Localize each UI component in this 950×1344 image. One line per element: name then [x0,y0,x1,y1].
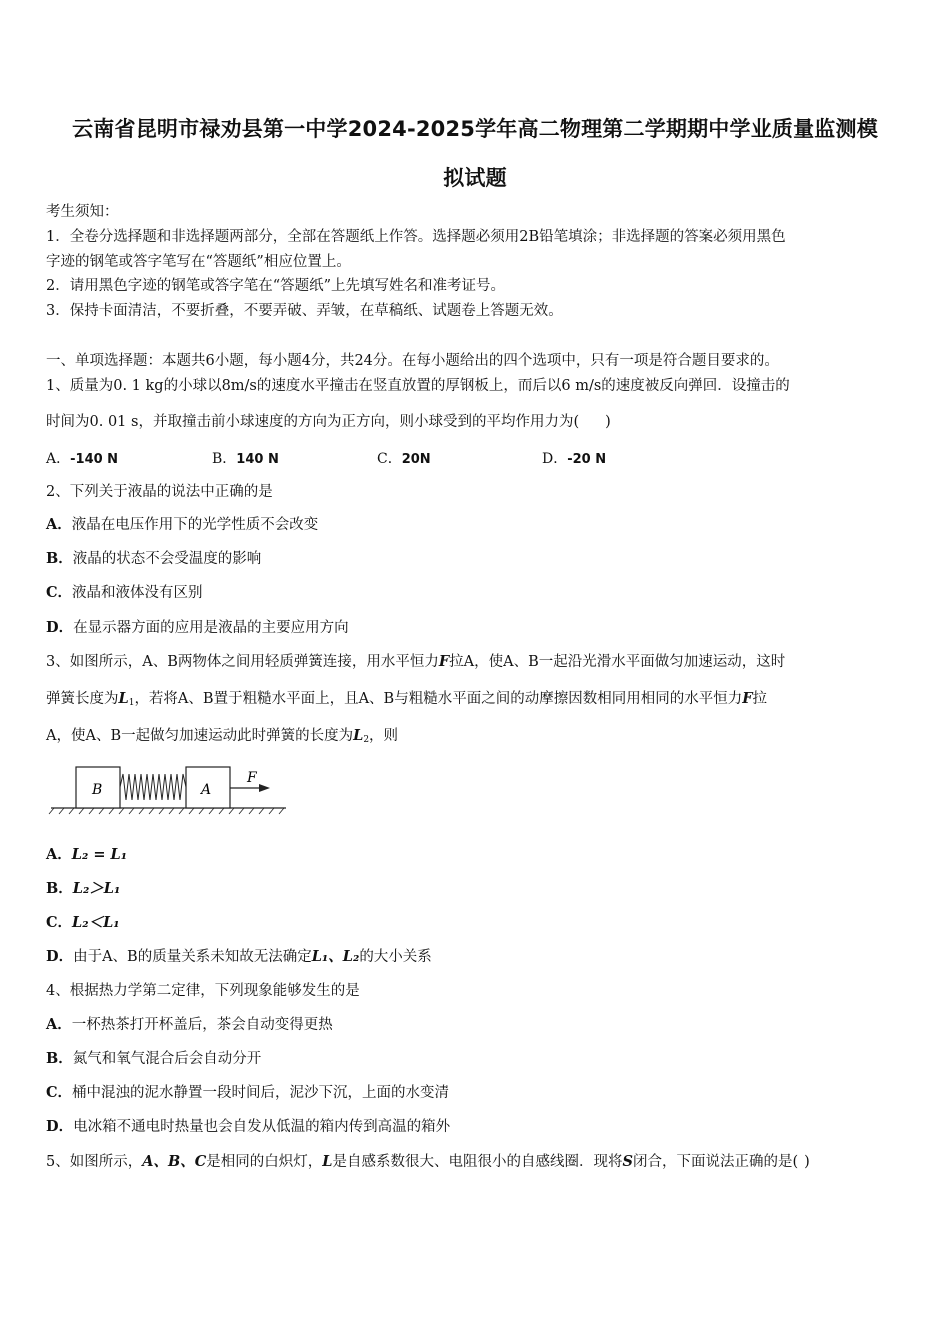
option-value: -140 N [70,452,119,467]
q3-var-f: F [742,690,753,707]
q3-option-a[interactable] [46,846,127,864]
option-text: 在显示器方面的应用是液晶的主要应用方向 [73,620,349,636]
q5-text: 5、如图所示， [46,1154,143,1170]
option-expr: L₂ = L₁ [71,846,128,863]
option-text: 桶中混浊的泥水静置一段时间后，泥沙下沉，上面的水变清 [72,1085,450,1101]
q3-option-b[interactable] [46,880,120,898]
q3-stem-line3 [46,727,398,749]
option-letter: B． [46,1050,73,1067]
option-expr: L₁、L₂ [311,948,360,965]
option-letter: B． [212,451,237,467]
option-text: 电冰箱不通电时热量也会自发从低温的箱内传到高温的箱外 [73,1119,451,1135]
block-a-label: A [201,782,212,798]
q5-paren-close: ) [804,1154,810,1170]
ground-hatching [49,808,284,814]
q1-stem-text: 时间为0. 01 s，并取撞击前小球速度的方向为正方向，则小球受到的平均作用力为( [46,414,580,430]
q3-text: A，使A、B一起做匀加速运动此时弹簧的长度为 [46,728,354,744]
option-letter: A． [46,516,72,533]
notice-item: 2．请用黑色字迹的钢笔或答字笔在“答题纸”上先填写姓名和准考证号。 [46,278,506,294]
q1-paren-close: ) [605,414,611,430]
force-label: F [247,770,257,786]
option-letter: D． [46,619,74,636]
option-letter: C． [46,1084,73,1101]
notice-item: 字迹的钢笔或答字笔写在“答题纸”相应位置上。 [46,254,351,270]
spring [120,774,186,800]
option-letter: B． [46,550,73,567]
q4-option-b[interactable] [46,1050,261,1068]
spring-blocks-figure [46,762,291,818]
q5-var-l: L [322,1153,333,1170]
q3-text: 3、如图所示，A、B两物体之间用轻质弹簧连接，用水平恒力 [46,654,439,670]
q3-stem-line2 [46,690,767,712]
q3-option-c[interactable] [46,914,120,932]
option-expr: L₂＜L₁ [72,914,120,931]
q3-sub: 1 [128,698,135,708]
option-letter: D． [542,451,568,467]
q1-option-b[interactable] [212,448,279,468]
option-text: 的大小关系 [359,949,432,965]
section-heading: 一、单项选择题：本题共6小题，每小题4分，共24分。在每小题给出的四个选项中，只有一项是符合题目要求的。 [46,353,779,369]
option-value: 20N [401,452,431,467]
q4-stem: 4、根据热力学第二定律，下列现象能够发生的是 [46,983,360,999]
option-letter: A． [46,1016,72,1033]
notice-item: 1．全卷分选择题和非选择题两部分，全部在答题纸上作答。选择题必须用2B铅笔填涂；非选择题的答案必须用黑色 [46,229,786,245]
option-text: 液晶和液体没有区别 [72,585,203,601]
q3-sub: 2 [363,735,370,745]
option-value: -20 N [567,452,607,467]
option-letter: C． [46,914,73,931]
q5-text: 闭合，下面说法正确的是( [632,1154,799,1170]
option-text: 液晶的状态不会受温度的影响 [72,551,262,567]
q5-text: 是相同的白炽灯， [206,1154,323,1170]
option-letter: D． [46,1118,74,1135]
q3-text: 拉A，使A、B一起沿光滑水平面做匀加速运动，这时 [449,654,786,670]
option-text: 液晶在电压作用下的光学性质不会改变 [71,517,319,533]
q3-stem-line1 [46,653,785,671]
q2-option-d[interactable] [46,619,349,637]
q1-stem-line2 [46,413,611,431]
force-arrow-head [259,784,270,792]
q4-option-a[interactable] [46,1016,333,1034]
block-b-label: B [92,782,103,798]
q4-option-d[interactable] [46,1118,450,1136]
q2-option-b[interactable] [46,550,261,568]
exam-title-line2: 拟试题 [443,166,507,190]
q3-text: 弹簧长度为 [46,691,119,707]
option-letter: A． [46,451,71,467]
q1-stem-line1: 1、质量为0. 1 kg的小球以8m/s的速度水平撞击在竖直放置的厚钢板上，而后以6 m/s的速度被反向弹回．设撞击的 [46,378,790,394]
q4-option-c[interactable] [46,1084,449,1102]
q3-text: ，若将A、B置于粗糙水平面上，且A、B与粗糙水平面之间的动摩擦因数相同用相同的水平恒力 [134,691,743,707]
option-letter: B． [46,880,73,897]
option-letter: A． [46,846,72,863]
q1-option-a[interactable] [46,448,118,468]
q1-option-c[interactable] [377,448,431,468]
q5-stem [46,1153,810,1171]
option-letter: C． [46,584,73,601]
option-value: 140 N [236,452,279,467]
q2-stem: 2、下列关于液晶的说法中正确的是 [46,484,273,500]
option-text: 一杯热茶打开杯盖后，茶会自动变得更热 [71,1017,333,1033]
q3-text: ，则 [369,728,399,744]
q3-var-f: F [438,653,450,670]
q5-vars: A、B、C [142,1153,207,1170]
q1-option-d[interactable] [542,448,606,468]
q3-text: 拉 [752,691,767,707]
q5-text: 是自感系数很大、电阻很小的自感线圈．现将 [332,1154,623,1170]
notice-item: 3．保持卡面清洁，不要折叠，不要弄破、弄皱，在草稿纸、试题卷上答题无效。 [46,303,563,319]
option-text: 由于A、B的质量关系未知故无法确定 [73,949,312,965]
q5-var-s: S [622,1153,633,1170]
q2-option-c[interactable] [46,584,203,602]
option-text: 氮气和氧气混合后会自动分开 [72,1051,262,1067]
q3-var-l: L [118,690,129,707]
option-letter: C． [377,451,402,467]
notice-heading: 考生须知： [46,204,119,220]
q3-var-l: L [353,727,364,744]
option-letter: D． [46,948,74,965]
exam-title-line1: 云南省昆明市禄劝县第一中学2024-2025学年高二物理第二学期期中学业质量监测模 [72,117,878,141]
q2-option-a[interactable] [46,516,318,534]
option-expr: L₂＞L₁ [72,880,121,897]
q3-option-d[interactable] [46,948,432,966]
